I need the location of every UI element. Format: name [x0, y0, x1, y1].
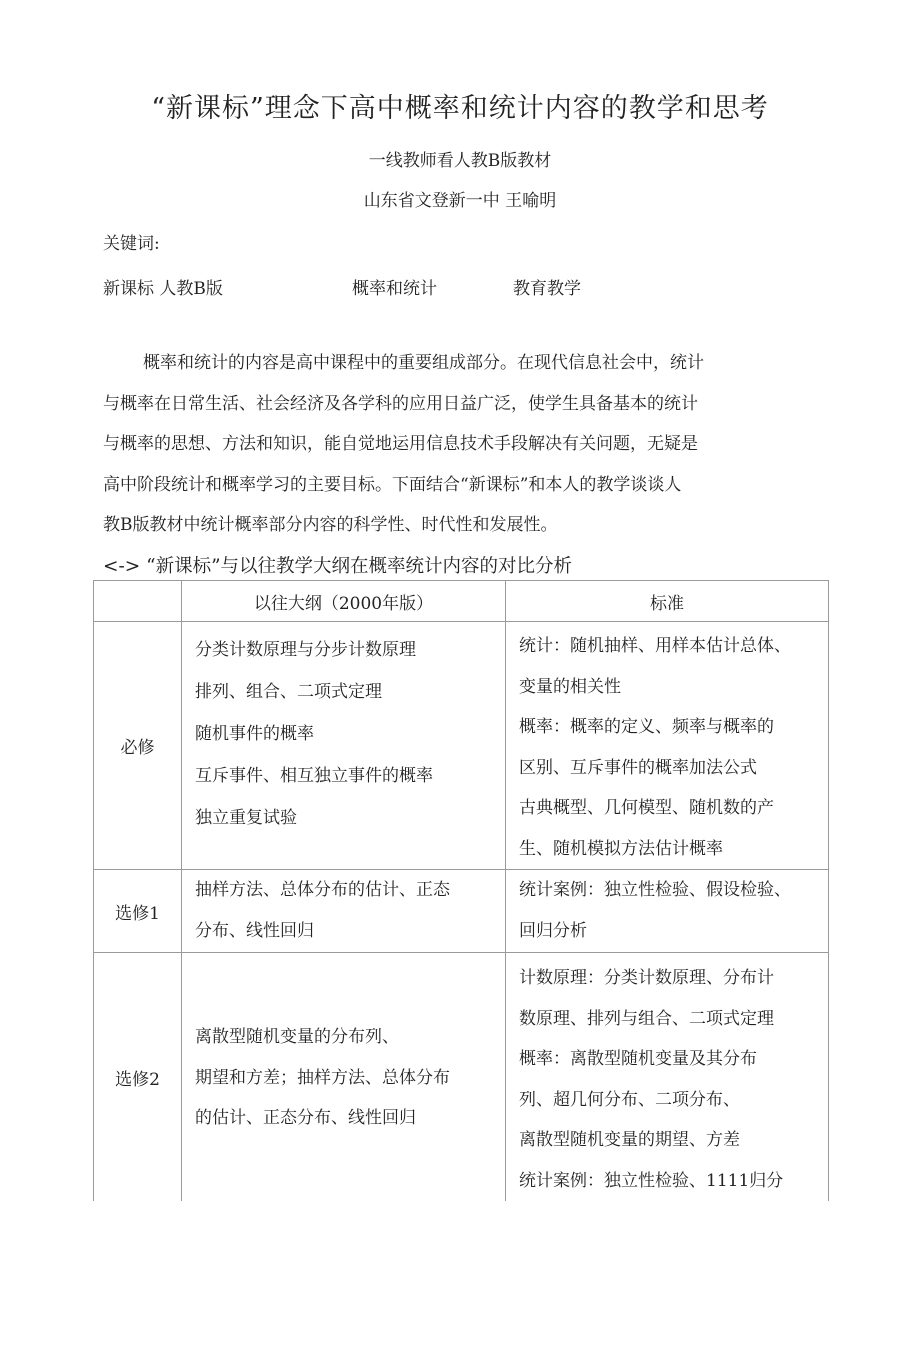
old-syllabus-cell — [182, 870, 506, 953]
cell-line: 随机事件的概率 — [195, 724, 314, 744]
cell-line: 的估计、正态分布、线性回归 — [195, 1108, 416, 1128]
cell-line: 离散型随机变量的期望、方差 — [519, 1130, 740, 1150]
keyword-2: 概率和统计 — [352, 279, 437, 299]
cell-line: 离散型随机变量的分布列、 — [195, 1027, 399, 1047]
cell-line: 数原理、排列与组合、二项式定理 — [519, 1008, 774, 1029]
cell-line: 区别、互斥事件的概率加法公式 — [519, 757, 757, 778]
old-syllabus-cell — [182, 622, 506, 870]
cell-line: 独立重复试验 — [195, 808, 297, 828]
table-row — [94, 622, 829, 870]
comparison-table — [93, 580, 829, 1201]
cell-line: 互斥事件、相互独立事件的概率 — [195, 766, 433, 786]
table-header-cell — [94, 581, 182, 622]
table-header-cell: 以往大纲（2000年版） — [182, 581, 506, 622]
standard-cell — [506, 870, 829, 953]
cell-line: 抽样方法、总体分布的估计、正态 — [195, 880, 450, 900]
table-row — [94, 953, 829, 1202]
cell-line: 概率：概率的定义、频率与概率的 — [519, 717, 774, 737]
intro-paragraph — [103, 343, 783, 546]
cell-line: 分布、线性回归 — [195, 920, 314, 941]
standard-cell — [506, 953, 829, 1202]
document-title: “新课标”理念下高中概率和统计内容的教学和思考 — [151, 93, 769, 124]
cell-line: 回归分析 — [519, 920, 587, 941]
paragraph-line: 概率和统计的内容是高中课程中的重要组成部分。在现代信息社会中，统计 — [143, 353, 704, 373]
cell-line: 统计案例：独立性检验、假设检验、 — [519, 880, 791, 900]
cell-line: 分类计数原理与分步计数原理 — [195, 640, 416, 660]
standard-cell — [506, 622, 829, 870]
keywords-label: 关键词: — [103, 234, 160, 254]
keyword-1: 新课标 人教B版 — [103, 279, 223, 299]
cell-line: 统计案例：独立性检验、1111归分 — [519, 1170, 784, 1191]
keyword-3: 教育教学 — [513, 279, 581, 299]
table-header-cell: 标准 — [506, 581, 829, 622]
row-label: 选修2 — [94, 953, 182, 1202]
cell-line: 计数原理：分类计数原理、分布计 — [519, 968, 774, 988]
paragraph-line: 高中阶段统计和概率学习的主要目标。下面结合“新课标”和本人的教学谈谈人 — [103, 474, 682, 495]
cell-line: 排列、组合、二项式定理 — [195, 682, 382, 702]
paragraph-line: 教B版教材中统计概率部分内容的科学性、时代性和发展性。 — [103, 515, 558, 535]
paragraph-line: 与概率在日常生活、社会经济及各学科的应用日益广泛，使学生具备基本的统计 — [103, 393, 698, 414]
section-heading: <-> “新课标”与以往教学大纲在概率统计内容的对比分析 — [103, 556, 573, 577]
document-subtitle: 一线教师看人教B版教材 — [368, 151, 552, 171]
author-line: 山东省文登新一中 王喻明 — [363, 191, 557, 211]
cell-line: 古典概型、几何模型、随机数的产 — [519, 798, 774, 818]
row-label: 选修1 — [94, 870, 182, 953]
cell-line: 变量的相关性 — [519, 676, 621, 697]
row-label: 必修 — [94, 622, 182, 870]
cell-line: 期望和方差；抽样方法、总体分布 — [195, 1067, 450, 1088]
old-syllabus-cell — [182, 953, 506, 1202]
cell-line: 概率：离散型随机变量及其分布 — [519, 1049, 757, 1069]
table-row — [94, 870, 829, 953]
table-header-row — [94, 581, 829, 622]
cell-line: 列、超几何分布、二项分布、 — [519, 1089, 740, 1110]
cell-line: 生、随机模拟方法估计概率 — [519, 838, 723, 859]
paragraph-line: 与概率的思想、方法和知识，能自觉地运用信息技术手段解决有关问题，无疑是 — [103, 434, 698, 454]
cell-line: 统计：随机抽样、用样本估计总体、 — [519, 636, 791, 656]
